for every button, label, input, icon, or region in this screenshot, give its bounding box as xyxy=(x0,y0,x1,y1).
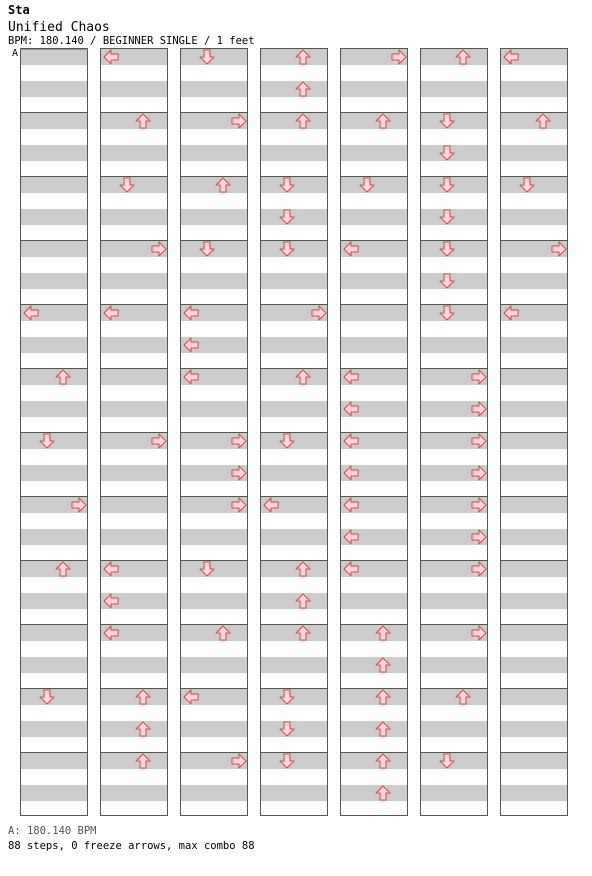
chart-column-5 xyxy=(340,48,408,816)
beat-band xyxy=(501,145,567,161)
beat-band xyxy=(21,241,87,257)
measure-line xyxy=(101,112,167,113)
beat-band xyxy=(101,113,167,129)
left-arrow-icon xyxy=(343,433,359,449)
beat-band xyxy=(261,657,327,673)
left-arrow-icon xyxy=(343,465,359,481)
left-arrow-icon xyxy=(183,689,199,705)
beat-band xyxy=(341,145,407,161)
chart-column-1 xyxy=(20,48,88,816)
beat-band xyxy=(341,113,407,129)
song-artist: Sta xyxy=(8,3,30,17)
beat-band xyxy=(101,721,167,737)
up-arrow-icon xyxy=(375,657,391,673)
up-arrow-icon xyxy=(295,593,311,609)
beat-band xyxy=(21,369,87,385)
beat-band xyxy=(101,689,167,705)
beat-band xyxy=(21,209,87,225)
beat-band xyxy=(101,497,167,513)
beat-band xyxy=(341,625,407,641)
measure-line xyxy=(501,496,567,497)
beat-band xyxy=(181,625,247,641)
beat-band xyxy=(341,81,407,97)
beat-band xyxy=(21,753,87,769)
beat-band xyxy=(21,625,87,641)
beat-band xyxy=(21,657,87,673)
beat-band xyxy=(261,625,327,641)
beat-band xyxy=(101,657,167,673)
beat-band xyxy=(341,689,407,705)
measure-line xyxy=(501,560,567,561)
up-arrow-icon xyxy=(295,113,311,129)
beat-band xyxy=(421,657,487,673)
beat-band xyxy=(501,337,567,353)
right-arrow-icon xyxy=(71,497,87,513)
left-arrow-icon xyxy=(503,305,519,321)
song-title: Unified Chaos xyxy=(8,20,110,35)
left-arrow-icon xyxy=(23,305,39,321)
beat-band xyxy=(181,81,247,97)
down-arrow-icon xyxy=(39,689,55,705)
beat-band xyxy=(261,273,327,289)
beat-band xyxy=(501,529,567,545)
up-arrow-icon xyxy=(135,113,151,129)
beat-band xyxy=(501,433,567,449)
right-arrow-icon xyxy=(151,241,167,257)
beat-band xyxy=(421,593,487,609)
down-arrow-icon xyxy=(279,209,295,225)
measure-line xyxy=(21,752,87,753)
beat-band xyxy=(101,529,167,545)
measure-line xyxy=(101,688,167,689)
measure-line xyxy=(341,304,407,305)
beat-band xyxy=(341,273,407,289)
beat-band xyxy=(101,369,167,385)
right-arrow-icon xyxy=(471,433,487,449)
measure-line xyxy=(261,560,327,561)
beat-band xyxy=(341,593,407,609)
down-arrow-icon xyxy=(199,49,215,65)
beat-band xyxy=(21,465,87,481)
right-arrow-icon xyxy=(231,465,247,481)
up-arrow-icon xyxy=(295,49,311,65)
left-arrow-icon xyxy=(343,529,359,545)
down-arrow-icon xyxy=(439,273,455,289)
beat-band xyxy=(101,81,167,97)
beat-band xyxy=(21,785,87,801)
right-arrow-icon xyxy=(471,465,487,481)
measure-line xyxy=(341,112,407,113)
bpm-marker-label: A xyxy=(12,48,19,59)
left-arrow-icon xyxy=(343,241,359,257)
down-arrow-icon xyxy=(199,561,215,577)
beat-band xyxy=(421,721,487,737)
measure-line xyxy=(261,112,327,113)
measure-line xyxy=(101,496,167,497)
up-arrow-icon xyxy=(455,689,471,705)
beat-band xyxy=(101,785,167,801)
left-arrow-icon xyxy=(343,561,359,577)
chart-column-4 xyxy=(260,48,328,816)
right-arrow-icon xyxy=(471,529,487,545)
beat-band xyxy=(181,401,247,417)
chart-stats: 88 steps, 0 freeze arrows, max combo 88 xyxy=(8,840,255,852)
measure-line xyxy=(21,560,87,561)
up-arrow-icon xyxy=(375,625,391,641)
beat-band xyxy=(341,209,407,225)
beat-band xyxy=(421,337,487,353)
beat-band xyxy=(501,209,567,225)
measure-line xyxy=(341,624,407,625)
left-arrow-icon xyxy=(343,401,359,417)
beat-band xyxy=(341,305,407,321)
measure-line xyxy=(21,624,87,625)
beat-band xyxy=(181,209,247,225)
beat-band xyxy=(21,273,87,289)
down-arrow-icon xyxy=(279,753,295,769)
beat-band xyxy=(21,529,87,545)
measure-line xyxy=(501,624,567,625)
right-arrow-icon xyxy=(471,625,487,641)
up-arrow-icon xyxy=(295,561,311,577)
beat-band xyxy=(501,657,567,673)
measure-line xyxy=(101,752,167,753)
measure-line xyxy=(21,112,87,113)
beat-band xyxy=(341,721,407,737)
up-arrow-icon xyxy=(135,753,151,769)
down-arrow-icon xyxy=(439,113,455,129)
beat-band xyxy=(341,785,407,801)
beat-band xyxy=(341,657,407,673)
measure-line xyxy=(181,624,247,625)
down-arrow-icon xyxy=(439,177,455,193)
beat-band xyxy=(341,337,407,353)
right-arrow-icon xyxy=(231,497,247,513)
beat-band xyxy=(501,497,567,513)
down-arrow-icon xyxy=(279,433,295,449)
beat-band xyxy=(181,273,247,289)
measure-line xyxy=(501,752,567,753)
up-arrow-icon xyxy=(535,113,551,129)
beat-band xyxy=(421,81,487,97)
up-arrow-icon xyxy=(55,561,71,577)
beat-band xyxy=(181,177,247,193)
left-arrow-icon xyxy=(343,497,359,513)
beat-band xyxy=(261,561,327,577)
beat-band xyxy=(501,81,567,97)
measure-line xyxy=(501,432,567,433)
beat-band xyxy=(261,337,327,353)
right-arrow-icon xyxy=(471,561,487,577)
beat-band xyxy=(21,49,87,65)
up-arrow-icon xyxy=(295,625,311,641)
up-arrow-icon xyxy=(455,49,471,65)
beat-band xyxy=(501,369,567,385)
beat-band xyxy=(101,753,167,769)
beat-band xyxy=(101,209,167,225)
beat-band xyxy=(501,113,567,129)
beat-band xyxy=(501,625,567,641)
beat-band xyxy=(501,721,567,737)
beat-band xyxy=(21,561,87,577)
beat-band xyxy=(421,689,487,705)
down-arrow-icon xyxy=(279,241,295,257)
up-arrow-icon xyxy=(375,785,391,801)
down-arrow-icon xyxy=(439,305,455,321)
right-arrow-icon xyxy=(311,305,327,321)
beat-band xyxy=(101,273,167,289)
right-arrow-icon xyxy=(231,433,247,449)
beat-band xyxy=(501,593,567,609)
beat-band xyxy=(501,689,567,705)
beat-band xyxy=(261,81,327,97)
measure-line xyxy=(341,752,407,753)
chart-column-7 xyxy=(500,48,568,816)
beat-band xyxy=(261,113,327,129)
beat-band xyxy=(181,593,247,609)
beat-band xyxy=(21,177,87,193)
beat-band xyxy=(21,145,87,161)
measure-line xyxy=(101,368,167,369)
beat-band xyxy=(261,593,327,609)
down-arrow-icon xyxy=(439,241,455,257)
beat-band xyxy=(101,401,167,417)
right-arrow-icon xyxy=(471,401,487,417)
down-arrow-icon xyxy=(119,177,135,193)
left-arrow-icon xyxy=(103,49,119,65)
beat-band xyxy=(501,561,567,577)
down-arrow-icon xyxy=(439,209,455,225)
beat-band xyxy=(181,785,247,801)
beat-band xyxy=(21,337,87,353)
beat-band xyxy=(261,145,327,161)
beat-band xyxy=(261,529,327,545)
up-arrow-icon xyxy=(375,689,391,705)
beat-band xyxy=(261,49,327,65)
left-arrow-icon xyxy=(103,625,119,641)
beat-band xyxy=(21,721,87,737)
bpm-legend: A: 180.140 BPM xyxy=(8,825,97,837)
up-arrow-icon xyxy=(375,721,391,737)
measure-line xyxy=(181,176,247,177)
measure-line xyxy=(421,688,487,689)
beat-band xyxy=(421,785,487,801)
beat-band xyxy=(501,785,567,801)
beat-band xyxy=(261,785,327,801)
up-arrow-icon xyxy=(375,113,391,129)
chart-column-2 xyxy=(100,48,168,816)
beat-band xyxy=(21,401,87,417)
left-arrow-icon xyxy=(503,49,519,65)
beat-band xyxy=(261,401,327,417)
beat-band xyxy=(501,273,567,289)
right-arrow-icon xyxy=(471,369,487,385)
left-arrow-icon xyxy=(343,369,359,385)
left-arrow-icon xyxy=(263,497,279,513)
up-arrow-icon xyxy=(135,689,151,705)
beat-band xyxy=(21,113,87,129)
down-arrow-icon xyxy=(279,177,295,193)
beat-band xyxy=(21,593,87,609)
up-arrow-icon xyxy=(55,369,71,385)
beat-band xyxy=(181,529,247,545)
right-arrow-icon xyxy=(231,753,247,769)
up-arrow-icon xyxy=(295,81,311,97)
down-arrow-icon xyxy=(279,689,295,705)
beat-band xyxy=(261,465,327,481)
down-arrow-icon xyxy=(39,433,55,449)
measure-line xyxy=(501,112,567,113)
left-arrow-icon xyxy=(103,561,119,577)
beat-band xyxy=(21,81,87,97)
measure-line xyxy=(501,368,567,369)
right-arrow-icon xyxy=(391,49,407,65)
chart-info: BPM: 180.140 / BEGINNER SINGLE / 1 feet xyxy=(8,35,255,47)
beat-band xyxy=(101,465,167,481)
beat-band xyxy=(101,337,167,353)
beat-band xyxy=(501,401,567,417)
chart-column-6 xyxy=(420,48,488,816)
up-arrow-icon xyxy=(215,625,231,641)
measure-line xyxy=(341,688,407,689)
beat-band xyxy=(501,465,567,481)
down-arrow-icon xyxy=(199,241,215,257)
up-arrow-icon xyxy=(215,177,231,193)
up-arrow-icon xyxy=(295,369,311,385)
down-arrow-icon xyxy=(279,721,295,737)
down-arrow-icon xyxy=(359,177,375,193)
right-arrow-icon xyxy=(231,113,247,129)
beat-band xyxy=(101,145,167,161)
beat-band xyxy=(341,753,407,769)
beat-band xyxy=(181,721,247,737)
right-arrow-icon xyxy=(151,433,167,449)
chart-column-3 xyxy=(180,48,248,816)
right-arrow-icon xyxy=(471,497,487,513)
down-arrow-icon xyxy=(439,145,455,161)
down-arrow-icon xyxy=(519,177,535,193)
bpm-change-line xyxy=(20,49,88,50)
measure-line xyxy=(21,368,87,369)
beat-band xyxy=(261,369,327,385)
left-arrow-icon xyxy=(183,337,199,353)
up-arrow-icon xyxy=(135,721,151,737)
beat-band xyxy=(181,657,247,673)
beat-band xyxy=(501,753,567,769)
left-arrow-icon xyxy=(103,305,119,321)
left-arrow-icon xyxy=(183,305,199,321)
measure-line xyxy=(261,624,327,625)
beat-band xyxy=(421,49,487,65)
measure-line xyxy=(261,368,327,369)
down-arrow-icon xyxy=(439,753,455,769)
beat-band xyxy=(181,145,247,161)
measure-line xyxy=(501,688,567,689)
up-arrow-icon xyxy=(375,753,391,769)
right-arrow-icon xyxy=(551,241,567,257)
left-arrow-icon xyxy=(103,593,119,609)
measure-line xyxy=(21,176,87,177)
measure-line xyxy=(21,240,87,241)
left-arrow-icon xyxy=(183,369,199,385)
